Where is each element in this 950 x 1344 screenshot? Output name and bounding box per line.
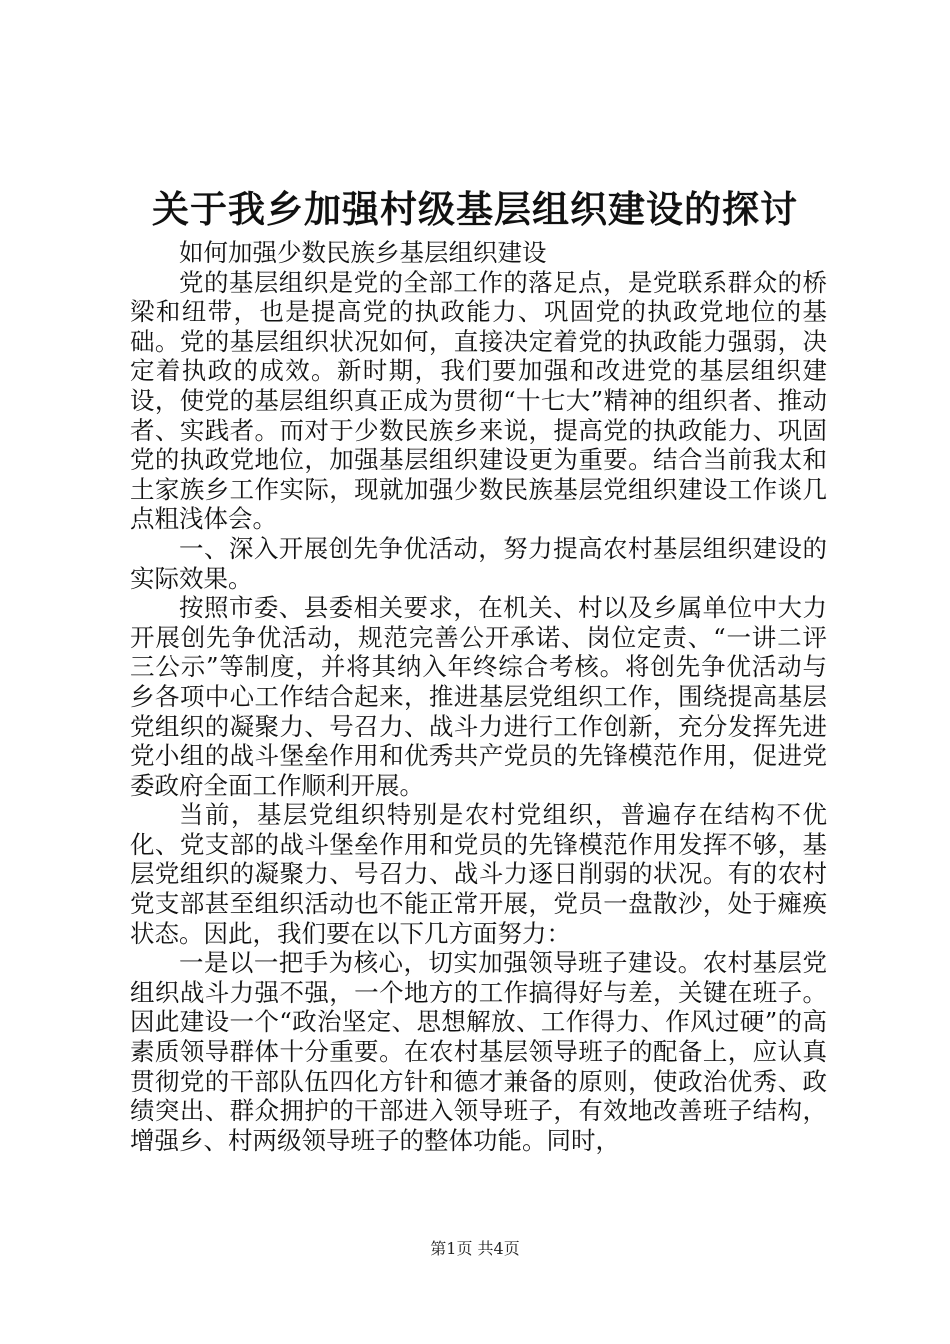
paragraph: 一、深入开展创先争优活动，努力提高农村基层组织建设的实际效果。 [130, 533, 827, 593]
paragraph: 一是以一把手为核心，切实加强领导班子建设。农村基层党组织战斗力强不强，一个地方的工作搞得好与差，关键在班子。因此建设一个“政治坚定、思想解放、工作得力、作风过硬”的高素质领导群体十分重要。在农村基层领导班子的配备上，应认真贯彻党的干部队伍四化方针和德才兼备的原则，使政治优秀、政绩突出、群众拥护的干部进入领导班子，有效地改善班子结构，增强乡、村两级领导班子的整体功能。同时， [130, 948, 827, 1155]
page-number-footer: 第1页 共4页 [430, 1239, 520, 1258]
paragraph: 当前，基层党组织特别是农村党组织，普遍存在结构不优化、党支部的战斗堡垒作用和党员的先锋模范作用发挥不够，基层党组织的凝聚力、号召力、战斗力逐日削弱的状况。有的农村党支部甚至组织活动也不能正常开展，党员一盘散沙，处于瘫痪状态。因此，我们要在以下几方面努力： [130, 800, 827, 948]
paragraph: 党的基层组织是党的全部工作的落足点，是党联系群众的桥梁和纽带，也是提高党的执政能力、巩固党的执政党地位的基础。党的基层组织状况如何，直接决定着党的执政能力强弱，决定着执政的成效。新时期，我们要加强和改进党的基层组织建设，使党的基层组织真正成为贯彻“十七大”精神的组织者、推动者、实践者。而对于少数民族乡来说，提高党的执政能力、巩固党的执政党地位，加强基层组织建设更为重要。结合当前我太和土家族乡工作实际，现就加强少数民族基层党组织建设工作谈几点粗浅体会。 [130, 267, 827, 534]
document-title: 关于我乡加强村级基层组织建设的探讨 [152, 187, 798, 231]
paragraph: 按照市委、县委相关要求，在机关、村以及乡属单位中大力开展创先争优活动，规范完善公开承诺、岗位定责、“一讲二评三公示”等制度，并将其纳入年终综合考核。将创先争优活动与乡各项中心工作结合起来，推进基层党组织工作，围绕提高基层党组织的凝聚力、号召力、战斗力进行工作创新，充分发挥先进党小组的战斗堡垒作用和优秀共产党员的先锋模范作用，促进党委政府全面工作顺利开展。 [130, 593, 827, 800]
document-body [130, 238, 827, 1155]
paragraph: 如何加强少数民族乡基层组织建设 [179, 238, 547, 267]
